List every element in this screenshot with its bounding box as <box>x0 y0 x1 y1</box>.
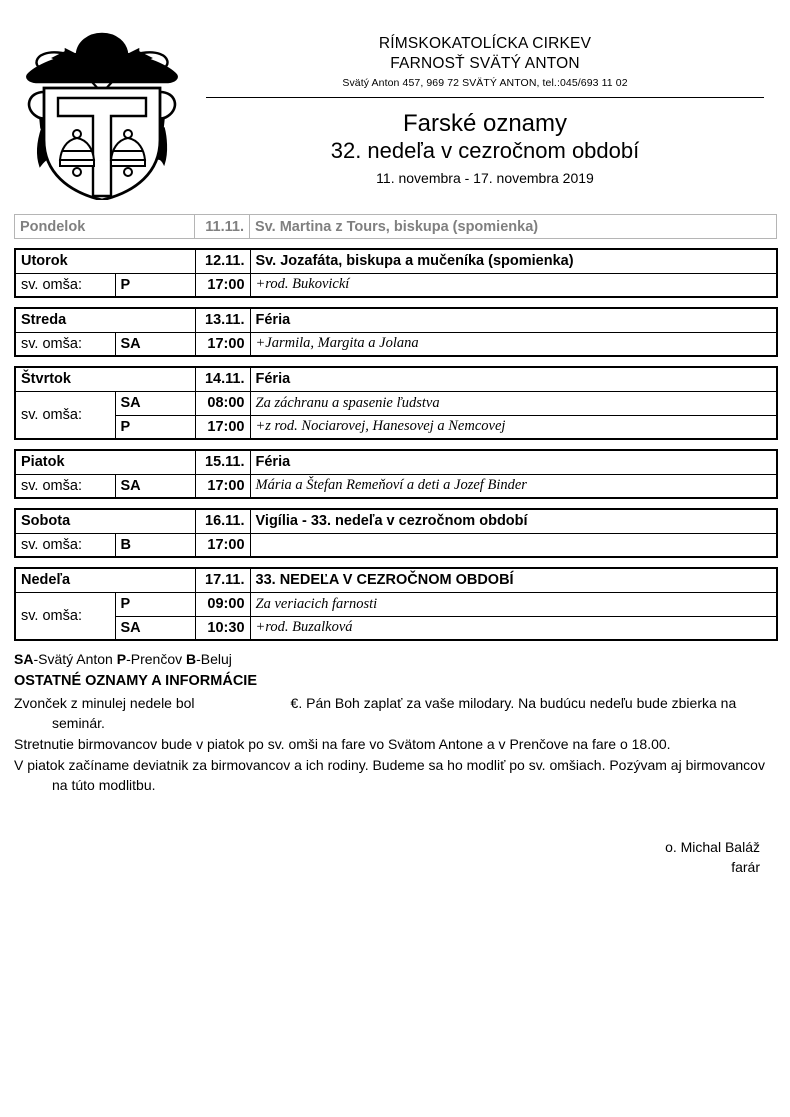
mass-row <box>15 616 777 640</box>
mass-row <box>15 273 777 297</box>
date-range: 11. novembra - 17. novembra 2019 <box>376 169 594 186</box>
mass-place-code: P <box>115 273 195 297</box>
day-feast: Féria <box>250 450 777 474</box>
signature-name: o. Michal Baláž <box>665 838 760 855</box>
weekly-schedule <box>14 214 776 641</box>
announcement-paragraphs <box>14 694 776 795</box>
mass-time: 17:00 <box>195 533 250 557</box>
day-name: Štvrtok <box>15 367 195 391</box>
mass-place-code: SA <box>115 474 195 498</box>
mass-time: 17:00 <box>195 415 250 439</box>
day-block <box>14 214 777 239</box>
mass-intention: +rod. Bukovickí <box>250 273 777 297</box>
day-name: Sobota <box>15 509 195 533</box>
legend-abbr: SA <box>14 651 34 667</box>
announcements-heading: OSTATNÉ OZNAMY A INFORMÁCIE <box>14 672 258 689</box>
mass-label: sv. omša: <box>15 332 115 356</box>
mass-place-code: P <box>115 415 195 439</box>
day-header-row <box>15 509 777 533</box>
mass-intention: Mária a Štefan Remeňoví a deti a Jozef Binder <box>250 474 777 498</box>
day-date: 15.11. <box>195 450 250 474</box>
day-block <box>14 567 778 641</box>
page-title: Farské oznamy <box>402 109 568 137</box>
day-header-row <box>15 367 777 391</box>
day-header-row <box>15 568 777 592</box>
mass-row <box>15 391 777 415</box>
mass-place-code: SA <box>115 616 195 640</box>
mass-row <box>15 592 777 616</box>
day-name: Streda <box>15 308 195 332</box>
mass-label: sv. omša: <box>15 273 115 297</box>
day-feast: Vigília - 33. nedeľa v cezročnom období <box>250 509 777 533</box>
day-date: 16.11. <box>195 509 250 533</box>
legend-abbr: P <box>116 651 127 667</box>
abbreviation-legend <box>14 650 776 670</box>
mass-row <box>15 533 777 557</box>
announcements-section <box>14 650 776 796</box>
day-name: Utorok <box>15 249 195 273</box>
signature-block <box>14 838 760 878</box>
legend-expansion: -Prenčov <box>126 651 186 667</box>
mass-intention: Za veriacich farnosti <box>250 592 777 616</box>
day-name: Nedeľa <box>15 568 195 592</box>
day-date: 12.11. <box>195 249 250 273</box>
day-date: 11.11. <box>195 215 250 239</box>
day-block <box>14 248 778 298</box>
day-block <box>14 508 778 558</box>
page-subtitle: 32. nedeľa v cezročnom období <box>330 137 640 163</box>
mass-time: 17:00 <box>195 273 250 297</box>
mass-intention: +z rod. Nociarovej, Hanesovej a Nemcovej <box>250 415 777 439</box>
day-header-row <box>15 308 777 332</box>
signature-role: farár <box>731 858 760 875</box>
day-header-row <box>15 215 777 239</box>
mass-row <box>15 474 777 498</box>
document-header <box>0 0 790 200</box>
legend-abbr: B <box>186 651 197 667</box>
organization-name-line1: RÍMSKOKATOLÍCKA CIRKEV <box>378 35 592 52</box>
day-feast: Sv. Jozafáta, biskupa a mučeníka (spomienka) <box>250 249 777 273</box>
mass-place-code: P <box>115 592 195 616</box>
mass-place-code: B <box>115 533 195 557</box>
legend-expansion: -Svätý Anton <box>33 651 117 667</box>
mass-time: 17:00 <box>195 474 250 498</box>
collection-text-before: Zvonček z minulej nedele bol <box>14 695 195 712</box>
header-text-block <box>194 22 776 187</box>
day-feast: Féria <box>250 367 777 391</box>
mass-intention: Za záchranu a spasenie ľudstva <box>250 391 777 415</box>
mass-place-code: SA <box>115 332 195 356</box>
announcement-paragraph: Stretnutie birmovancov bude v piatok po sv. omši na fare vo Svätom Antone a v Prenčove na fare o 18.00. <box>14 736 671 753</box>
mass-time: 10:30 <box>195 616 250 640</box>
legend-expansion: -Beluj <box>196 651 232 667</box>
day-name: Pondelok <box>15 215 195 239</box>
day-name: Piatok <box>15 450 195 474</box>
organization-name-line2: FARNOSŤ SVÄTÝ ANTON <box>390 55 580 73</box>
mass-intention: +Jarmila, Margita a Jolana <box>250 332 777 356</box>
mass-row <box>15 415 777 439</box>
mass-row <box>15 332 777 356</box>
mass-intention: +rod. Buzalková <box>250 616 777 640</box>
day-block <box>14 307 778 357</box>
mass-time: 08:00 <box>195 391 250 415</box>
day-date: 17.11. <box>195 568 250 592</box>
parish-coat-of-arms-icon <box>14 22 194 200</box>
mass-label: sv. omša: <box>15 592 115 640</box>
day-date: 13.11. <box>195 308 250 332</box>
mass-place-code: SA <box>115 391 195 415</box>
mass-label: sv. omša: <box>15 474 115 498</box>
collection-text-after: €. Pán Boh zaplať za vaše milodary. Na budúcu nedeľu bude zbierka na seminár. <box>52 695 737 732</box>
parish-address: Svätý Anton 457, 969 72 SVÄTÝ ANTON, tel.:045/693 11 02 <box>342 76 628 89</box>
mass-time: 09:00 <box>195 592 250 616</box>
day-header-row <box>15 249 777 273</box>
day-feast: 33. NEDEĽA V CEZROČNOM OBDOBÍ <box>250 568 777 592</box>
mass-intention <box>250 533 777 557</box>
mass-label: sv. omša: <box>15 533 115 557</box>
announcement-paragraph: V piatok začíname deviatnik za birmovancov a ich rodiny. Budeme sa ho modliť po sv. omšiach. Pozývam aj birmovancov na túto modlitbu. <box>14 757 765 793</box>
day-block <box>14 366 778 440</box>
day-block <box>14 449 778 499</box>
day-feast: Sv. Martina z Tours, biskupa (spomienka) <box>250 215 777 239</box>
header-divider <box>206 97 764 98</box>
day-header-row <box>15 450 777 474</box>
mass-time: 17:00 <box>195 332 250 356</box>
day-feast: Féria <box>250 308 777 332</box>
day-date: 14.11. <box>195 367 250 391</box>
announcement-paragraph <box>14 694 776 734</box>
mass-label: sv. omša: <box>15 391 115 439</box>
